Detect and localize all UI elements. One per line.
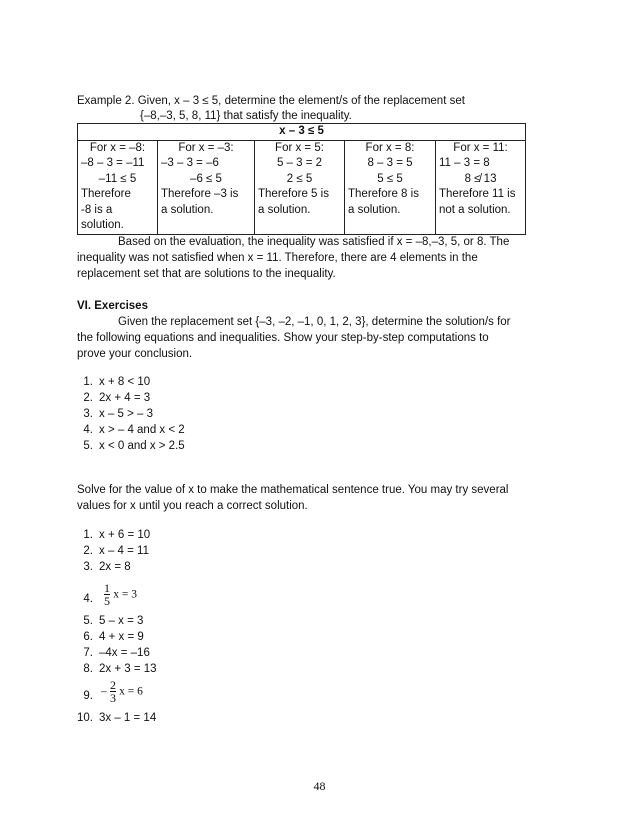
case-conclusion: a solution. xyxy=(258,203,311,216)
case-conclusion: Therefore 5 is xyxy=(258,188,329,200)
item-number: 10. xyxy=(77,712,93,724)
exercises-heading: VI. Exercises xyxy=(77,300,148,312)
exercises-intro-2: the following equations and inequalities. Show your step-by-step computations to xyxy=(77,332,489,344)
case-conclusion: solution. xyxy=(81,219,124,231)
item-expression: 5 – x = 3 xyxy=(99,615,144,627)
item-number: 8. xyxy=(83,663,93,675)
solve-intro-1: Solve for the value of x to make the mathematical sentence true. You may try several xyxy=(77,484,509,496)
case-label: For x = 11: xyxy=(453,141,508,154)
case-label: For x = –3: xyxy=(178,141,234,154)
case-conclusion: Therefore 8 is xyxy=(348,188,419,200)
item-number: 6. xyxy=(83,631,93,643)
item-expression: x > – 4 and x < 2 xyxy=(99,424,185,436)
page-number: 48 xyxy=(313,779,326,793)
case-label: For x = 5: xyxy=(275,141,324,154)
case-conclusion: -8 is a xyxy=(81,203,113,216)
evaluation-table xyxy=(77,123,526,235)
item-expression: x + 6 = 10 xyxy=(99,529,151,541)
example-line-1: Example 2. Given, x – 3 ≤ 5, determine the element/s of the replacement set xyxy=(77,95,465,107)
case-calc: 11 – 3 = 8 xyxy=(439,157,490,169)
case-label: For x = 8: xyxy=(365,141,415,154)
solve-intro-2: values for x until you reach a correct solution. xyxy=(77,500,308,512)
fraction-equation: x = 6 xyxy=(119,685,143,698)
fraction xyxy=(110,679,116,704)
item-number: 5. xyxy=(83,440,93,452)
example-line-2: {–8,–3, 5, 8, 11} that satisfy the inequality. xyxy=(140,110,352,122)
item-expression: 2x + 4 = 3 xyxy=(99,392,151,404)
item-expression xyxy=(104,582,137,607)
item-expression xyxy=(101,679,143,704)
fraction-numerator: 1 xyxy=(104,581,110,595)
item-expression: 4 + x = 9 xyxy=(99,631,144,643)
case-calc: –3 – 3 = –6 xyxy=(161,157,219,169)
item-number: 1. xyxy=(83,376,93,388)
item-number: 3. xyxy=(83,561,93,573)
item-number: 4. xyxy=(83,424,93,436)
table-cell xyxy=(158,140,255,234)
item-number: 7. xyxy=(83,647,93,659)
table-header: x – 3 ≤ 5 xyxy=(78,124,526,141)
fraction-numerator: 2 xyxy=(109,678,116,692)
case-check: –6 ≤ 5 xyxy=(190,172,222,185)
item-expression: 2x = 8 xyxy=(99,561,131,573)
case-conclusion: Therefore xyxy=(81,188,131,200)
fraction xyxy=(104,582,110,607)
fraction-equation: x = 3 xyxy=(113,588,137,601)
item-number: 2. xyxy=(83,392,93,404)
case-conclusion: Therefore 11 is xyxy=(439,188,516,200)
item-number: 3. xyxy=(83,408,93,420)
fraction-denominator: 3 xyxy=(109,691,116,705)
case-check: 2 ≤ 5 xyxy=(286,172,313,185)
item-number: 4. xyxy=(83,593,93,605)
item-number: 1. xyxy=(83,529,93,541)
case-calc: 5 – 3 = 2 xyxy=(276,157,323,169)
table-cell xyxy=(255,140,345,234)
evaluation-line-1: Based on the evaluation, the inequality was satisfied if x = –8,–3, 5, or 8. The xyxy=(118,236,510,248)
exercises-intro-3: prove your conclusion. xyxy=(77,348,193,360)
evaluation-line-2: inequality was not satisfied when x = 11. Therefore, there are 4 elements in the xyxy=(77,252,478,264)
case-check: 5 ≤ 5 xyxy=(377,172,403,185)
exercises-intro-1: Given the replacement set {–3, –2, –1, 0, 1, 2, 3}, determine the solution/s for xyxy=(118,316,511,328)
case-conclusion: a solution. xyxy=(348,203,401,216)
item-expression: 3x – 1 = 14 xyxy=(99,712,157,724)
item-expression: 2x + 3 = 13 xyxy=(99,663,157,675)
item-expression: x < 0 and x > 2.5 xyxy=(99,440,185,452)
case-conclusion: Therefore –3 is xyxy=(161,188,239,200)
evaluation-line-3: replacement set that are solutions to the inequality. xyxy=(77,268,336,280)
item-number: 5. xyxy=(83,615,93,627)
item-number: 2. xyxy=(83,545,93,557)
item-expression: x + 8 < 10 xyxy=(99,376,151,388)
case-calc: 8 – 3 = 5 xyxy=(367,157,413,169)
item-expression: –4x = –16 xyxy=(99,647,150,659)
item-expression: x – 4 = 11 xyxy=(99,545,149,557)
table-cell xyxy=(78,140,158,234)
case-label: For x = –8: xyxy=(89,141,146,154)
minus-sign: – xyxy=(101,685,107,698)
table-row xyxy=(78,140,526,234)
case-check: –11 ≤ 5 xyxy=(98,172,137,185)
case-calc: –8 – 3 = –11 xyxy=(81,157,145,169)
table-header-row xyxy=(78,124,526,141)
case-conclusion: not a solution. xyxy=(439,203,511,216)
fraction-denominator: 5 xyxy=(104,594,110,608)
case-conclusion: a solution. xyxy=(161,203,214,216)
case-check: 8 ≰ 13 xyxy=(464,172,497,185)
item-expression: x – 5 > – 3 xyxy=(99,408,154,420)
table-cell xyxy=(345,140,436,234)
item-number: 9. xyxy=(83,690,93,702)
table-cell xyxy=(436,140,526,234)
